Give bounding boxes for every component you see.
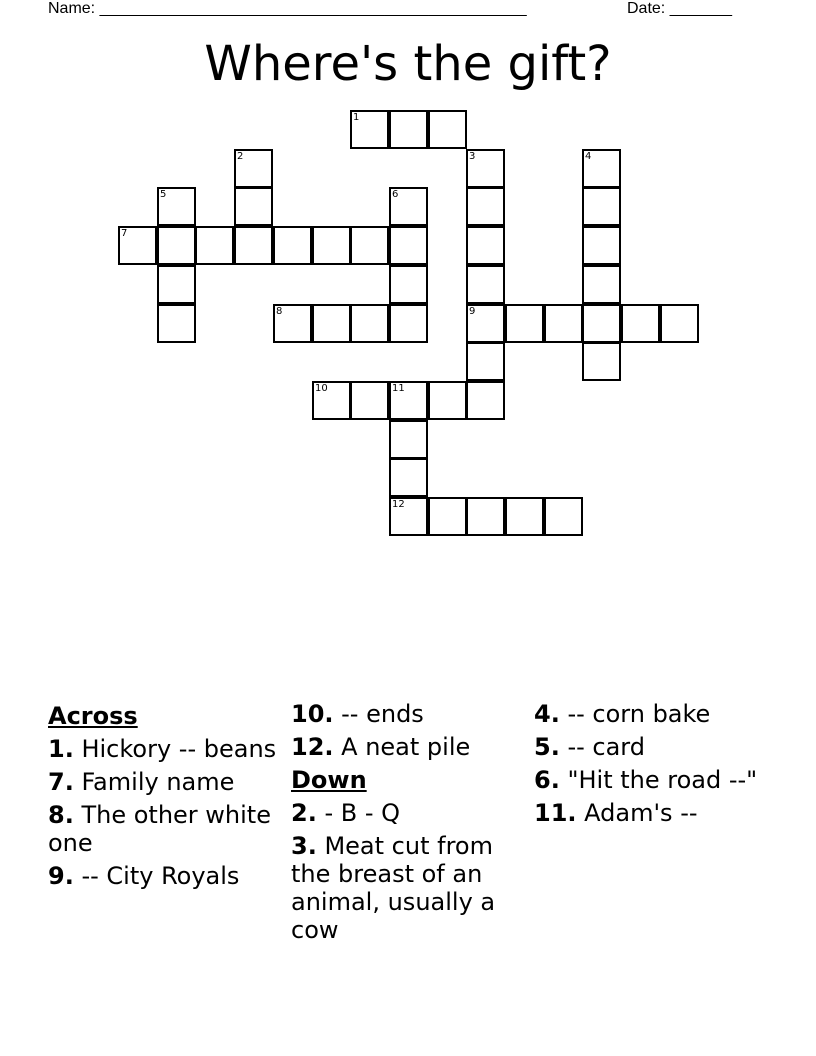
cell-number: 9 [469,306,476,317]
clue-down-6 [534,766,774,794]
down-heading: Down [291,766,367,794]
clue-down-2 [291,799,531,827]
clue-number: 4. [534,700,560,728]
grid-cell[interactable] [582,342,621,381]
clue-across-7 [48,768,288,796]
name-field-label: Name: ________________________________________________ [48,0,527,17]
grid-cell[interactable] [389,458,428,497]
grid-cell[interactable] [582,187,621,226]
grid-cell[interactable] [195,226,234,265]
grid-cell[interactable] [157,304,196,343]
grid-cell[interactable] [505,497,544,536]
cell-number: 1 [353,112,360,123]
clue-text: -- card [559,733,645,761]
clue-across-9 [48,862,288,890]
grid-cell[interactable] [389,110,428,149]
grid-cell[interactable] [389,304,428,343]
grid-cell[interactable] [312,226,351,265]
grid-cell[interactable] [312,381,351,420]
clue-number: 6. [534,766,560,794]
clue-number: 5. [534,733,560,761]
clue-number: 12. [291,733,334,761]
grid-cell[interactable] [350,110,389,149]
clue-down-3 [291,832,531,944]
grid-cell[interactable] [466,381,505,420]
clue-across-12 [291,733,531,761]
grid-cell[interactable] [582,304,621,343]
clue-text: - B - Q [316,799,401,827]
cell-number: 8 [276,306,283,317]
grid-cell[interactable] [234,149,273,188]
clue-text: The other white one [48,801,271,857]
clue-text: Family name [73,768,235,796]
grid-cell[interactable] [466,342,505,381]
grid-cell[interactable] [157,187,196,226]
grid-cell[interactable] [234,187,273,226]
clue-down-5 [534,733,774,761]
clue-number: 2. [291,799,317,827]
clue-text: Adam's -- [576,799,698,827]
grid-cell[interactable] [157,226,196,265]
cell-number: 12 [392,499,405,510]
grid-cell[interactable] [350,226,389,265]
grid-cell[interactable] [389,187,428,226]
clue-column-1 [48,700,288,895]
grid-cell[interactable] [428,381,467,420]
across-heading: Across [48,702,138,730]
clue-number: 9. [48,862,74,890]
cell-number: 4 [585,151,592,162]
grid-cell[interactable] [350,304,389,343]
cell-number: 6 [392,189,399,200]
grid-cell[interactable] [389,265,428,304]
clue-column-2 [291,700,531,949]
clue-text: Hickory -- beans [73,735,277,763]
grid-cell[interactable] [273,226,312,265]
cell-number: 5 [160,189,167,200]
grid-cell[interactable] [428,497,467,536]
grid-cell[interactable] [312,304,351,343]
grid-cell[interactable] [234,226,273,265]
clue-number: 3. [291,832,317,860]
clue-number: 8. [48,801,74,829]
cell-number: 10 [315,383,328,394]
cell-number: 2 [237,151,244,162]
date-field-label: Date: _______ [627,0,732,17]
clue-across-8 [48,801,288,857]
clue-across-10 [291,700,531,728]
grid-cell[interactable] [428,110,467,149]
grid-cell[interactable] [582,265,621,304]
clue-text: -- corn bake [559,700,711,728]
clue-text: Meat cut from the breast of an animal, usually a cow [291,832,496,944]
cell-number: 11 [392,383,405,394]
grid-cell[interactable] [544,304,583,343]
grid-cell[interactable] [466,187,505,226]
grid-cell[interactable] [466,149,505,188]
grid-cell[interactable] [466,497,505,536]
puzzle-title: Where's the gift? [204,36,612,92]
cell-number: 3 [469,151,476,162]
clue-number: 7. [48,768,74,796]
grid-cell[interactable] [582,149,621,188]
grid-cell[interactable] [389,420,428,459]
clue-text: A neat pile [333,733,471,761]
clue-across-1 [48,735,288,763]
grid-cell[interactable] [582,226,621,265]
grid-cell[interactable] [273,304,312,343]
clue-down-11 [534,799,774,827]
grid-cell[interactable] [118,226,157,265]
clue-down-4 [534,700,774,728]
clue-number: 1. [48,735,74,763]
grid-cell[interactable] [505,304,544,343]
grid-cell[interactable] [157,265,196,304]
grid-cell[interactable] [389,497,428,536]
clue-column-3 [534,700,774,832]
clue-number: 10. [291,700,334,728]
grid-cell[interactable] [660,304,699,343]
grid-cell[interactable] [350,381,389,420]
grid-cell[interactable] [621,304,660,343]
clue-text: -- ends [333,700,424,728]
clue-text: "Hit the road --" [559,766,758,794]
clue-number: 11. [534,799,577,827]
grid-cell[interactable] [466,226,505,265]
grid-cell[interactable] [544,497,583,536]
grid-cell[interactable] [466,304,505,343]
grid-cell[interactable] [389,226,428,265]
grid-cell[interactable] [389,381,428,420]
cell-number: 7 [121,228,128,239]
grid-cell[interactable] [466,265,505,304]
clue-text: -- City Royals [73,862,240,890]
